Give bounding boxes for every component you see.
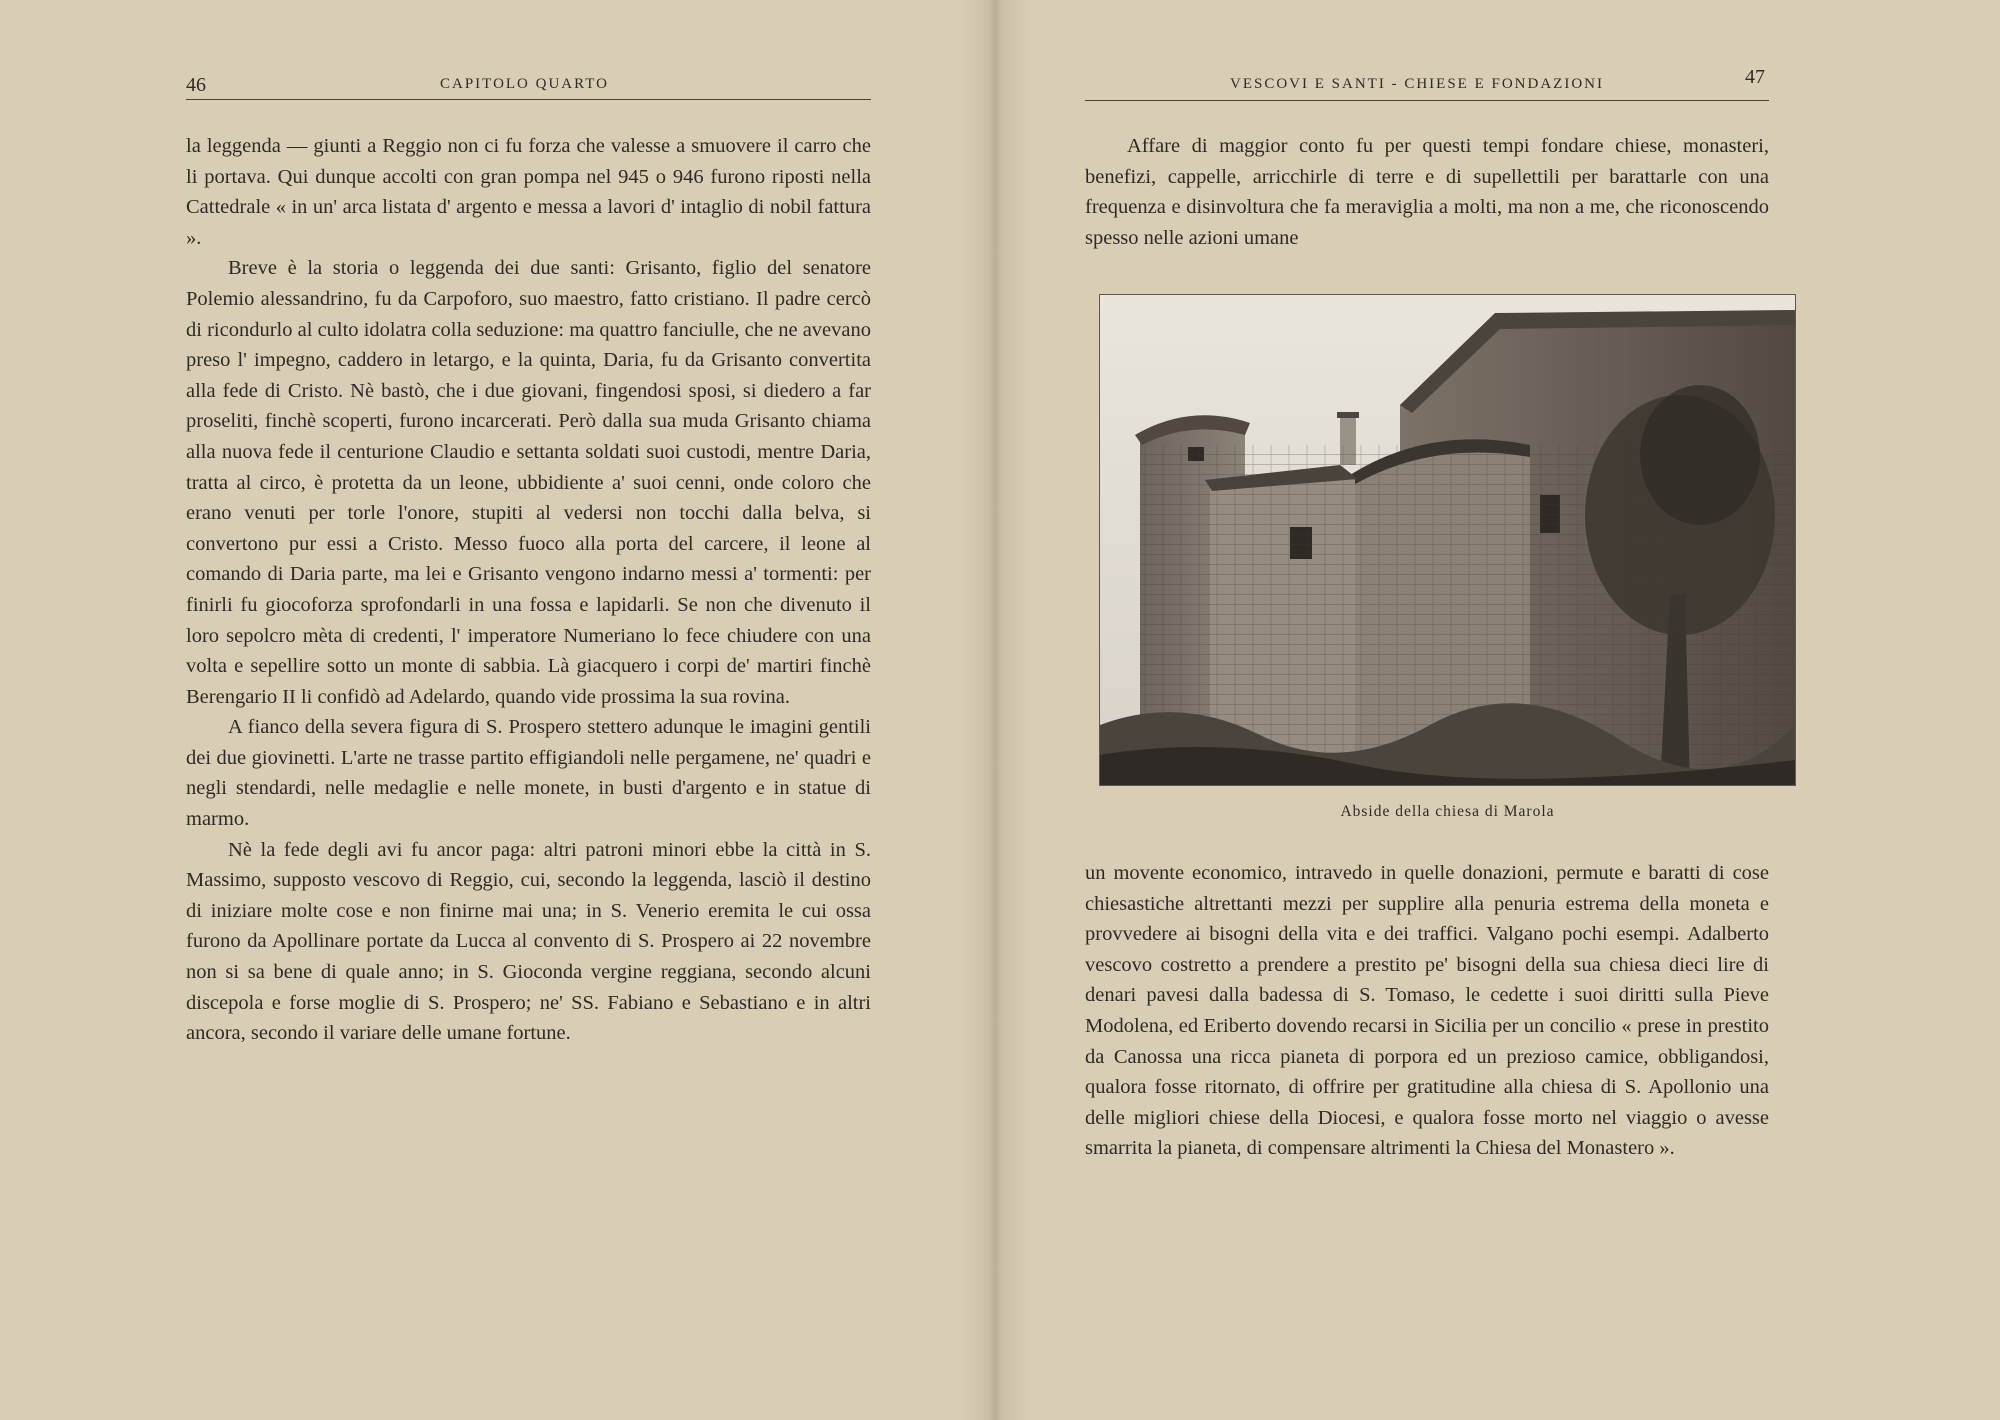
right-running-head: VESCOVI E SANTI - CHIESE E FONDAZIONI — [1230, 76, 1604, 92]
paragraph: Affare di maggior conto fu per questi tempi fondare chiese, monasteri, benefizi, cappelle, arricchirle di terre e di supellettili per barattarle con una frequenza e disinvoltura che fa meraviglia a molti, ma non a me, che riconoscendo spesso nelle azioni umane — [1085, 135, 1769, 249]
paragraph: un movente economico, intravedo in quelle donazioni, permute e baratti di cose chiesastiche altrettanti mezzi per supplire alla penuria estrema della moneta e provvedere ai bisogni della vita e dei traffici. Valgano pochi esempi. Adalberto vescovo costretto a prendere a prestito pe' bisogni della sua chiesa dieci lire di denari pavesi dalla badessa di S. Tomaso, le cedette i suoi diritti sulla Pieve Modolena, ed Eriberto dovendo recarsi in Sicilia per un concilio « prese in prestito da Canossa una ricca pianeta di porpora ed un prezioso camice, obbligandosi, qualora fosse ritornato, di offrire per gratitudine alla chiesa di S. Apollonio una delle migliori chiese della Diocesi, e qualora fosse morto nel viaggio o avesse smarrita la pianeta, di compensare altrimenti la Chiesa del Monastero ». — [1085, 862, 1769, 1160]
church-apse-photo — [1100, 295, 1795, 785]
right-running-header — [0, 66, 2000, 100]
paragraph: Nè la fede degli avi fu ancor paga: altri patroni minori ebbe la città in S. Massimo, supposto vescovo di Reggio, cui, secondo la leggenda, lasciò il destino di iniziare molte cose e non finirne mai una; in S. Venerio eremita le cui ossa furono da Apollinare portate da Lucca al convento di S. Prospero ai 22 novembre non si sa bene di quale anno; in S. Gioconda vergine reggiana, secondo alcuni discepola e forse moglie di S. Prospero; ne' SS. Fabiano e Sebastiano e in altri ancora, secondo il variare delle umane fortune. — [186, 838, 871, 1045]
paragraph: A fianco della severa figura di S. Prospero stettero adunque le imagini gentili dei due giovinetti. L'arte ne trasse partito effigiandoli nelle pergamene, ne' quadri e negli stendardi, nelle medaglie e nelle monete, in busti d'argento e in statue di marmo. — [186, 716, 871, 831]
left-page-number: 46 — [186, 74, 206, 96]
church-apse-illustration — [1100, 295, 1795, 785]
paragraph: la leggenda — giunti a Reggio non ci fu forza che valesse a smuovere il carro che li portava. Qui dunque accolti con gran pompa nel 945 o 946 furono riposti nella Cattedrale « in un' arca listata d' argento e messa a lavori d' intaglio di nobil fattura ». — [186, 135, 871, 249]
right-page-number: 47 — [1745, 66, 1765, 88]
paragraph: Breve è la storia o leggenda dei due santi: Grisanto, figlio del senatore Polemio alessandrino, fu da Carpoforo, suo maestro, fatto cristiano. Il padre cercò di ricondurlo al culto idolatra colla seduzione: ma quattro fanciulle, che ne avevano preso l' impegno, caddero in letargo, e la quinta, Daria, fu da Grisanto convertita alla fede di Cristo. Nè bastò, che i due giovani, fingendosi sposi, si diedero a far proseliti, finchè scoperti, furono incarcerati. Però dalla sua muda Grisanto chiama alla nuova fede il centurione Claudio e settanta soldati suoi custodi, mentre Daria, tratta al circo, è protetta da un leone, ubbidiente a' suoi cenni, onde coloro che erano venuti per torle l'onore, stupiti al vedersi non tocchi dalla belva, si convertono pur essi a Cristo. Messo fuoco alla porta del carcere, il leone al comando di Daria parte, ma lei e Grisanto vengono indarno messi a' tormenti: per finirli fu giocoforza sprofondarli in una fossa e lapidarli. Se non che divenuto il loro sepolcro mèta di credenti, l' imperatore Numeriano lo fece chiudere con una volta e sepellire sotto un monte di sabbia. Là giacquero i corpi de' martiri finchè Berengario II li confidò ad Adelardo, quando vide prossima la sua rovina. — [186, 257, 871, 708]
right-header-rule — [1085, 100, 1769, 101]
figure-caption: Abside della chiesa di Marola — [1340, 803, 1555, 820]
right-body-text-bottom — [1085, 858, 1769, 1164]
left-running-head: CAPITOLO QUARTO — [440, 76, 609, 92]
right-body-text-top — [1085, 131, 1769, 253]
